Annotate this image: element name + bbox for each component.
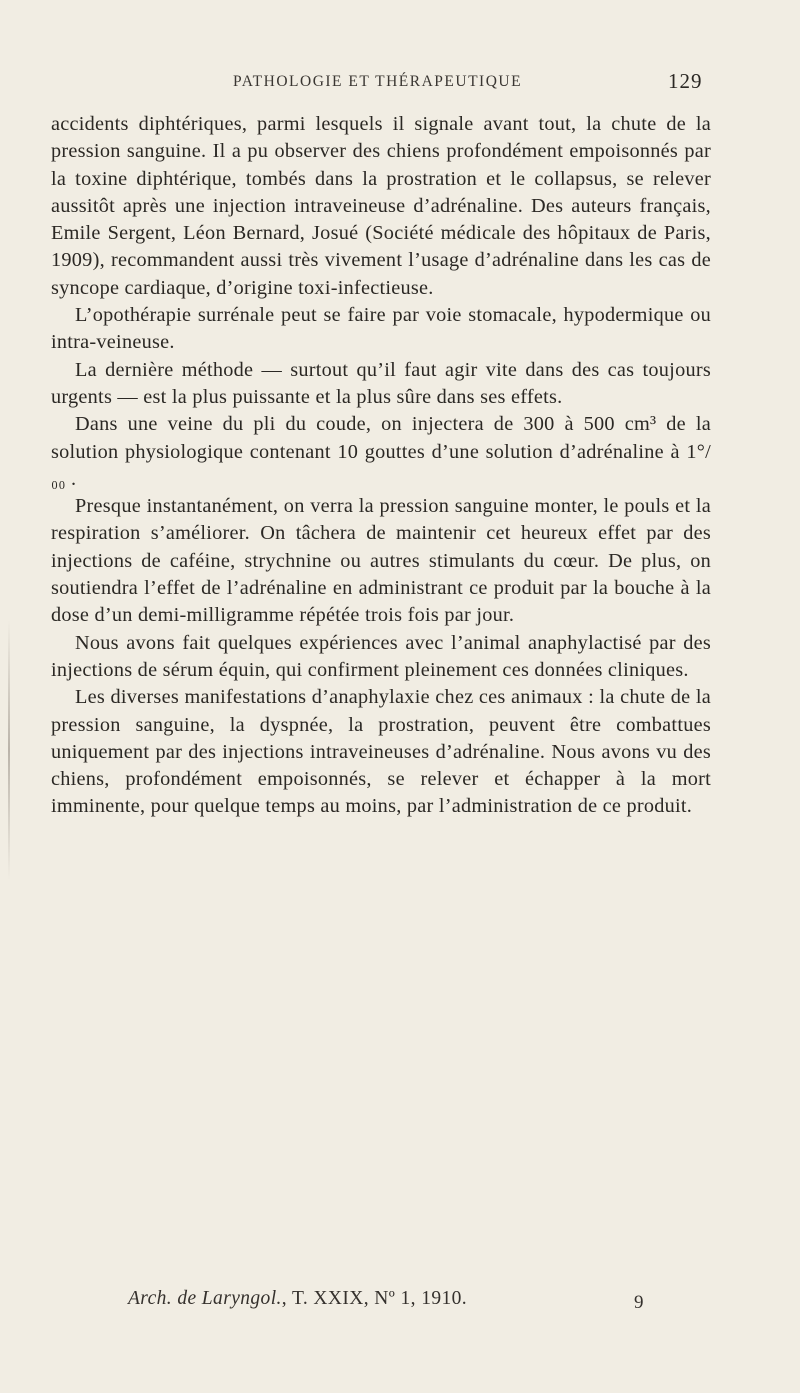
paragraph-anaphylaxie: Les diverses manifestations d’anaphylaxie chez ces animaux : la chute de la pression sanguine, la dyspnée, la prostration, peuvent être combattues uniquement par des injections intraveineuses d’adrénaline. Nous avons vu des chiens, profondément empoisonnés, se relever et échapper à la mort imminente, pour quelque temps au moins, par l’administration de ce produit. — [51, 686, 711, 818]
binding-shadow — [8, 620, 10, 880]
signature-mark: 9 — [634, 1292, 644, 1313]
journal-title: Arch. de Laryngol. — [128, 1288, 282, 1309]
page-header — [0, 69, 800, 99]
paragraph-continuation: accidents diphtériques, parmi lesquels il signale avant tout, la chute de la pression sanguine. Il a pu observer des chiens profondément empoisonnés par la toxine diphtérique, tombés dans la prostration et le collapsus, se relever aussitôt après une injection intraveineuse d’adrénaline. Des auteurs français, Emile Sergent, Léon Bernard, Josué (Société médicale des hôpitaux de Paris, 1909), recommandent aussi très vivement l’usage d’adrénaline dans les cas de syncope cardiaque, d’origine toxi-infectieuse. — [51, 113, 711, 299]
page-footer — [0, 1288, 800, 1318]
paragraph-derniere-methode: La dernière méthode — surtout qu’il faut agir vite dans des cas toujours urgents — est la plus puissante et la plus sûre dans ses effets. — [51, 358, 711, 408]
paragraph-experiences: Nous avons fait quelques expériences avec l’animal anaphylactisé par des injections de sérum équin, qui confirment pleinement ces données cliniques. — [51, 631, 711, 681]
page-number: 129 — [668, 69, 703, 93]
journal-volume: , T. XXIX, Nº 1, 1910. — [281, 1288, 468, 1309]
paragraph-opotherapie: L’opothérapie surrénale peut se faire par voie stomacale, hypodermique ou intra-veineuse. — [51, 304, 711, 354]
paragraph-injection-dose: Dans une veine du pli du coude, on injectera de 300 à 500 cm³ de la solution physiologique contenant 10 gouttes d’une solution d’adrénaline à 1°/₀₀ . — [51, 413, 711, 490]
running-head: PATHOLOGIE ET THÉRAPEUTIQUE — [233, 73, 523, 90]
body-text — [51, 111, 711, 821]
paragraph-effets: Presque instantanément, on verra la pression sanguine monter, le pouls et la respiration s’améliorer. On tâchera de maintenir cet heureux effet par des injections de caféine, strychnine ou autres stimulants du cœur. De plus, on soutiendra l’effet de l’adrénaline en administrant ce produit par la bouche à la dose d’un demi-milligramme répétée trois fois par jour. — [51, 495, 711, 627]
journal-citation — [128, 1288, 467, 1310]
